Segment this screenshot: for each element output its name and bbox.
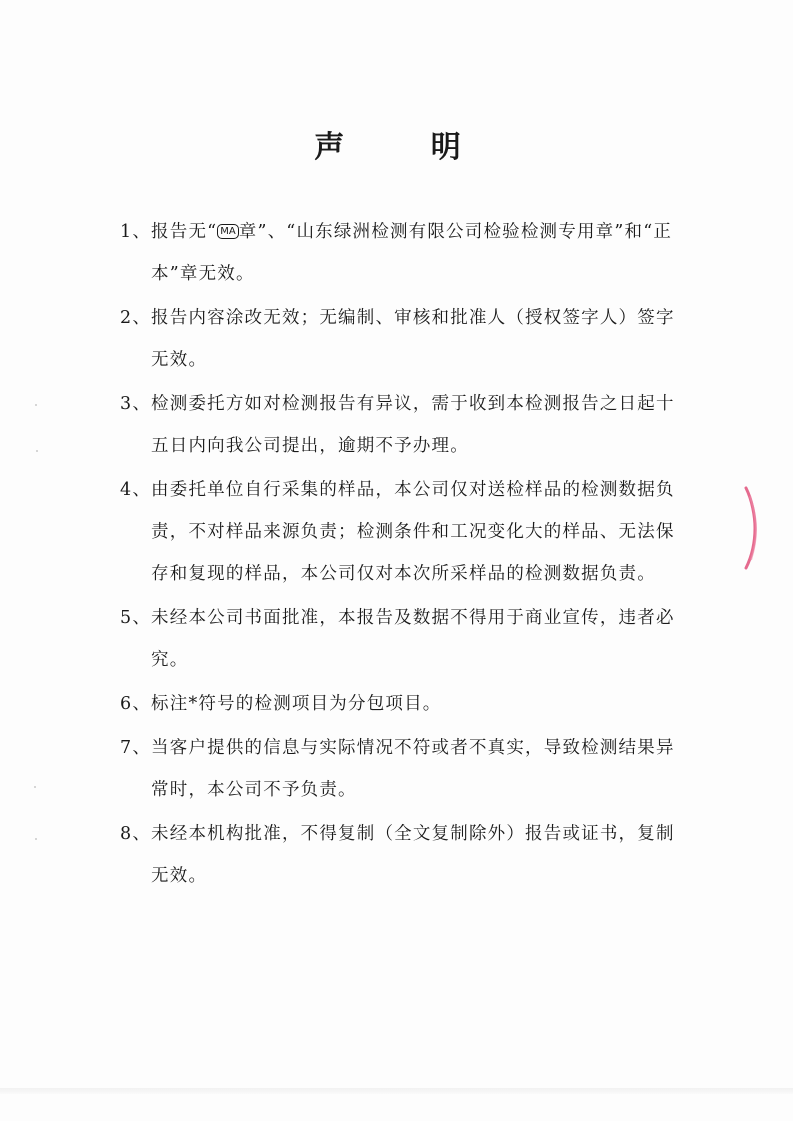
item-text [151,211,680,295]
statement-item-1 [120,211,680,295]
item-text-part: 章”、“山东绿洲检测有限公司检验检测专用章”和“正本”章无效。 [151,222,673,284]
statement-item-8 [120,813,680,897]
scan-speck [34,786,36,788]
item-text-part: 报告无“ [151,222,218,242]
item-text: 标注*符号的检测项目为分包项目。 [151,694,442,714]
statement-item-6 [120,683,680,725]
item-text: 由委托单位自行采集的样品，本公司仅对送检样品的检测数据负责，不对样品来源负责；检测条件和工况变化大的样品、无法保存和复现的样品，本公司仅对本次所采样品的检测数据负责。 [151,480,675,584]
statement-item-3 [120,383,680,467]
item-text: 未经本机构批准，不得复制（全文复制除外）报告或证书，复制无效。 [151,824,675,886]
item-text: 当客户提供的信息与实际情况不符或者不真实，导致检测结果异常时，本公司不予负责。 [151,738,675,800]
item-number: 5、 [120,608,152,628]
statement-item-4 [120,469,680,595]
page-title: 声 明 [314,130,499,165]
item-text: 未经本公司书面批准，本报告及数据不得用于商业宣传，违者必究。 [151,608,675,670]
item-number: 4、 [120,480,152,500]
statement-list [120,211,680,897]
item-text: 检测委托方如对检测报告有异议，需于收到本检测报告之日起十五日内向我公司提出，逾期不予办理。 [151,394,675,456]
item-number: 6、 [120,694,152,714]
seal-edge-icon [743,486,757,570]
scan-edge-band [0,1088,793,1094]
scan-speck [35,404,37,406]
item-text: 报告内容涂改无效；无编制、审核和批准人（授权签字人）签字无效。 [151,308,675,370]
scan-speck [35,838,37,840]
item-number: 7、 [120,738,152,758]
item-number: 8、 [120,824,152,844]
statement-item-2 [120,297,680,381]
item-number: 2、 [120,308,152,328]
statement-item-7 [120,727,680,811]
statement-item-5 [120,597,680,681]
cma-mark-icon: MA [217,224,238,239]
item-number: 3、 [120,394,152,414]
scan-speck [36,450,38,452]
item-number: 1、 [120,222,152,242]
